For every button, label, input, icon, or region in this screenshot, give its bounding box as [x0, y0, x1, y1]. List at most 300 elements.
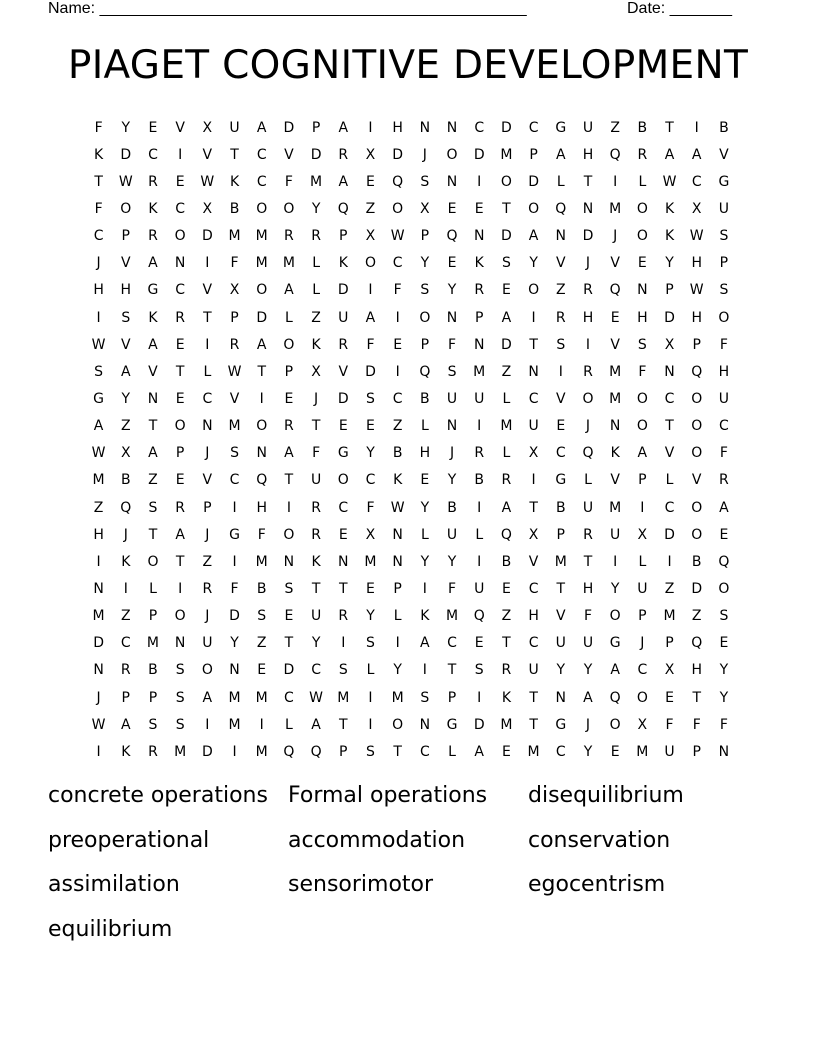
grid-letter: P	[175, 445, 185, 462]
grid-letter: Q	[392, 173, 404, 190]
grid-letter: U	[446, 390, 458, 407]
grid-letter: I	[232, 553, 237, 570]
grid-letter: E	[338, 418, 348, 435]
grid-letter: E	[148, 119, 158, 136]
grid-letter: J	[640, 635, 645, 652]
grid-letter: E	[474, 200, 484, 217]
grid-letter: A	[284, 282, 294, 299]
grid-letter: S	[175, 662, 185, 679]
grid-letter: U	[474, 390, 485, 407]
grid-letter: I	[640, 499, 645, 516]
grid-letter: V	[202, 282, 213, 299]
grid-letter: M	[174, 743, 187, 760]
grid-letter: U	[474, 580, 485, 597]
grid-letter: U	[582, 635, 594, 652]
grid-letter: G	[229, 526, 240, 543]
grid-letter: I	[259, 390, 264, 407]
grid-letter: A	[120, 716, 131, 733]
grid-letter: O	[691, 445, 703, 462]
grid-letter: K	[393, 472, 403, 489]
grid-letter: M	[228, 716, 241, 733]
grid-letter: I	[694, 119, 699, 136]
grid-letter: I	[259, 716, 264, 733]
grid-letter: B	[637, 119, 648, 136]
grid-letter: O	[718, 580, 730, 597]
grid-letter: M	[500, 418, 513, 435]
grid-letter: H	[93, 282, 104, 299]
grid-letter: T	[665, 119, 674, 136]
grid-letter: E	[366, 173, 375, 190]
grid-letter: P	[121, 689, 130, 706]
grid-letter: E	[501, 743, 511, 760]
grid-letter: V	[175, 119, 185, 136]
grid-letter: H	[718, 363, 730, 380]
grid-letter: G	[555, 472, 567, 489]
grid-letter: N	[174, 255, 186, 272]
grid-letter: L	[366, 662, 375, 679]
grid-letter: P	[692, 743, 701, 760]
grid-letter: M	[310, 173, 323, 190]
grid-letter: V	[120, 336, 131, 353]
grid-letter: W	[91, 336, 106, 353]
grid-letter: W	[390, 499, 405, 516]
grid-letter: M	[609, 363, 622, 380]
grid-letter: L	[420, 526, 429, 543]
grid-letter: F	[448, 580, 457, 597]
grid-letter: L	[312, 282, 320, 299]
grid-letter: C	[256, 173, 267, 190]
grid-letter: B	[501, 553, 512, 570]
grid-letter: P	[638, 472, 647, 489]
grid-letter: B	[120, 472, 131, 489]
grid-letter: Z	[120, 418, 131, 435]
grid-letter: K	[148, 200, 158, 217]
grid-letter: E	[393, 336, 403, 353]
grid-letter: E	[447, 200, 457, 217]
word-list	[48, 778, 768, 956]
grid-letter: M	[337, 689, 350, 706]
grid-letter: C	[311, 662, 321, 679]
grid-letter: I	[123, 580, 128, 597]
grid-letter: E	[284, 608, 294, 625]
grid-letter: U	[446, 526, 458, 543]
grid-letter: V	[610, 255, 620, 272]
grid-letter: F	[719, 716, 728, 733]
grid-letter: X	[637, 526, 648, 543]
grid-letter: I	[558, 363, 563, 380]
grid-letter: J	[205, 526, 210, 543]
grid-letter: Z	[202, 553, 213, 570]
grid-letter: P	[447, 689, 457, 706]
grid-letter: R	[555, 309, 566, 326]
grid-letter: Y	[311, 635, 321, 652]
grid-letter: Y	[420, 255, 430, 272]
grid-letter: N	[256, 445, 267, 462]
grid-letter: E	[501, 580, 511, 597]
grid-letter: F	[257, 526, 266, 543]
grid-letter: V	[202, 146, 213, 163]
grid-letter: S	[175, 716, 185, 733]
grid-letter: Z	[120, 608, 131, 625]
grid-letter: E	[284, 390, 294, 407]
grid-letter: Q	[609, 689, 621, 706]
grid-letter: D	[473, 716, 485, 733]
grid-letter: E	[447, 255, 457, 272]
word-list-item: preoperational	[48, 827, 210, 853]
grid-letter: A	[311, 716, 321, 733]
grid-letter: L	[420, 418, 429, 435]
name-field-label: Name: ________________________________________________	[48, 0, 527, 17]
grid-letter: S	[94, 363, 104, 380]
grid-letter: G	[555, 119, 567, 136]
grid-letter: T	[148, 526, 158, 543]
grid-letter: L	[448, 743, 456, 760]
grid-letter: D	[501, 336, 512, 353]
grid-letter: H	[256, 499, 267, 516]
grid-letter: M	[473, 363, 486, 380]
grid-letter: F	[719, 445, 728, 462]
grid-letter: V	[610, 472, 620, 489]
grid-letter: N	[93, 662, 104, 679]
grid-letter: P	[121, 228, 130, 245]
grid-letter: A	[284, 445, 294, 462]
grid-letter: U	[664, 743, 675, 760]
grid-letter: T	[583, 553, 593, 570]
grid-letter: P	[339, 228, 348, 245]
grid-letter: I	[531, 472, 536, 489]
grid-letter: K	[94, 146, 104, 163]
grid-letter: H	[93, 526, 104, 543]
grid-letter: T	[230, 146, 239, 163]
grid-letter: N	[446, 119, 458, 136]
grid-letter: P	[148, 608, 158, 625]
grid-letter: D	[664, 526, 675, 543]
grid-letter: S	[719, 282, 729, 299]
grid-letter: F	[366, 336, 375, 353]
grid-letter: S	[230, 445, 239, 462]
grid-letter: S	[420, 689, 430, 706]
grid-letter: R	[583, 526, 593, 543]
grid-letter: P	[393, 580, 402, 597]
grid-letter: E	[175, 173, 185, 190]
grid-letter: Q	[718, 553, 730, 570]
grid-letter: A	[610, 662, 620, 679]
grid-letter: Y	[447, 282, 457, 299]
grid-letter: P	[420, 228, 430, 245]
grid-letter: Y	[420, 553, 430, 570]
grid-letter: Q	[500, 526, 512, 543]
word-list-item: concrete operations	[48, 783, 268, 808]
grid-letter: D	[501, 228, 512, 245]
grid-letter: M	[255, 689, 268, 706]
grid-letter: A	[338, 173, 349, 190]
grid-letter: V	[284, 146, 294, 163]
grid-letter: N	[283, 553, 295, 570]
grid-letter: C	[555, 743, 566, 760]
grid-letter: T	[311, 580, 321, 597]
grid-letter: D	[582, 228, 594, 245]
grid-letter: H	[582, 580, 594, 597]
grid-letter: E	[474, 635, 484, 652]
grid-letter: O	[636, 200, 648, 217]
grid-letter: I	[422, 662, 427, 679]
grid-letter: U	[582, 499, 594, 516]
grid-letter: T	[257, 363, 266, 380]
grid-letter: X	[120, 445, 131, 462]
grid-letter: V	[555, 255, 566, 272]
grid-letter: C	[664, 499, 675, 516]
grid-letter: L	[556, 173, 565, 190]
grid-letter: G	[718, 173, 730, 190]
grid-letter: P	[420, 336, 430, 353]
grid-letter: O	[256, 282, 268, 299]
grid-letter: U	[582, 119, 594, 136]
grid-letter: J	[585, 418, 591, 435]
grid-letter: Z	[501, 608, 512, 625]
grid-letter: H	[691, 309, 702, 326]
word-list-item: equilibrium	[48, 916, 173, 942]
grid-letter: A	[148, 255, 158, 272]
grid-letter: T	[502, 200, 511, 217]
grid-letter: B	[229, 200, 240, 217]
grid-letter: M	[609, 390, 622, 407]
grid-letter: I	[531, 309, 536, 326]
grid-letter: T	[311, 418, 321, 435]
grid-letter: S	[366, 390, 375, 407]
grid-letter: F	[638, 363, 647, 380]
grid-letter: T	[339, 716, 348, 733]
grid-letter: K	[474, 255, 484, 272]
grid-letter: D	[691, 580, 703, 597]
grid-letter: L	[393, 608, 402, 625]
grid-letter: O	[364, 255, 376, 272]
grid-letter: S	[719, 608, 729, 625]
grid-letter: J	[422, 146, 427, 163]
grid-letter: T	[284, 635, 294, 652]
grid-letter: I	[477, 499, 482, 516]
grid-letter: I	[232, 499, 237, 516]
grid-letter: Q	[609, 146, 621, 163]
grid-letter: F	[230, 580, 239, 597]
grid-letter: U	[610, 526, 621, 543]
grid-letter: D	[528, 173, 539, 190]
word-search-grid	[85, 114, 738, 765]
grid-letter: Q	[283, 743, 295, 760]
grid-letter: R	[148, 743, 158, 760]
grid-letter: O	[392, 200, 404, 217]
grid-letter: N	[609, 418, 621, 435]
grid-letter: I	[368, 689, 373, 706]
grid-letter: P	[230, 309, 239, 326]
grid-letter: D	[201, 228, 213, 245]
grid-letter: V	[691, 472, 702, 489]
grid-letter: P	[556, 526, 565, 543]
grid-letter: L	[665, 472, 674, 489]
grid-letter: M	[391, 689, 404, 706]
grid-letter: O	[201, 662, 213, 679]
word-list-item: sensorimotor	[288, 872, 434, 897]
grid-letter: E	[665, 689, 674, 706]
grid-letter: I	[178, 580, 183, 597]
grid-letter: M	[500, 146, 513, 163]
grid-letter: I	[205, 336, 210, 353]
grid-letter: E	[610, 309, 620, 326]
grid-letter: F	[284, 173, 293, 190]
grid-letter: N	[664, 363, 675, 380]
grid-letter: M	[609, 499, 622, 516]
grid-letter: S	[637, 336, 647, 353]
grid-letter: I	[613, 173, 618, 190]
grid-letter: O	[283, 526, 295, 543]
grid-letter: A	[637, 445, 648, 462]
grid-letter: M	[228, 689, 241, 706]
grid-letter: J	[96, 255, 101, 272]
word-list-item: assimilation	[48, 872, 180, 897]
grid-letter: J	[123, 526, 128, 543]
grid-letter: O	[337, 472, 349, 489]
grid-letter: E	[719, 635, 729, 652]
grid-letter: A	[719, 499, 729, 516]
grid-letter: C	[175, 200, 186, 217]
grid-letter: C	[392, 255, 403, 272]
grid-letter: C	[120, 635, 131, 652]
grid-letter: Q	[555, 200, 567, 217]
grid-letter: N	[473, 228, 485, 245]
grid-letter: O	[174, 418, 186, 435]
grid-letter: K	[420, 608, 430, 625]
grid-letter: Y	[121, 119, 131, 136]
grid-letter: B	[719, 119, 729, 136]
grid-letter: T	[339, 580, 348, 597]
grid-letter: X	[229, 282, 240, 299]
grid-letter: G	[555, 716, 567, 733]
grid-letter: V	[229, 390, 240, 407]
grid-letter: T	[393, 743, 402, 760]
grid-letter: T	[583, 173, 593, 190]
grid-letter: U	[310, 472, 322, 489]
grid-letter: X	[202, 200, 213, 217]
grid-letter: H	[120, 282, 132, 299]
grid-letter: X	[365, 228, 376, 245]
grid-letter: L	[502, 445, 511, 462]
grid-letter: M	[146, 635, 160, 652]
grid-letter: Z	[256, 635, 267, 652]
grid-letter: N	[93, 580, 104, 597]
grid-letter: S	[284, 580, 294, 597]
grid-letter: P	[284, 363, 294, 380]
grid-letter: O	[419, 309, 431, 326]
grid-letter: N	[555, 689, 567, 706]
grid-letter: M	[92, 608, 105, 625]
grid-letter: K	[311, 336, 321, 353]
grid-letter: M	[255, 255, 268, 272]
grid-letter: G	[337, 445, 349, 462]
grid-letter: F	[692, 716, 701, 733]
grid-letter: R	[501, 472, 512, 489]
grid-letter: L	[285, 309, 293, 326]
grid-letter: S	[420, 173, 430, 190]
grid-letter: I	[205, 716, 210, 733]
grid-letter: S	[366, 635, 375, 652]
grid-letter: B	[474, 472, 485, 489]
grid-letter: N	[555, 228, 567, 245]
grid-letter: O	[528, 282, 540, 299]
grid-letter: P	[529, 146, 538, 163]
grid-letter: P	[148, 689, 158, 706]
grid-letter: Q	[609, 282, 621, 299]
grid-letter: O	[283, 200, 295, 217]
grid-letter: M	[228, 228, 241, 245]
grid-letter: Q	[419, 363, 431, 380]
grid-letter: D	[664, 309, 675, 326]
grid-letter: M	[500, 716, 513, 733]
grid-letter: C	[555, 445, 566, 462]
grid-letter: N	[147, 390, 159, 407]
grid-letter: U	[718, 390, 730, 407]
grid-letter: A	[175, 526, 185, 543]
word-list-item: egocentrism	[528, 872, 666, 897]
grid-letter: K	[121, 743, 131, 760]
grid-letter: C	[447, 635, 457, 652]
grid-letter: H	[419, 445, 431, 462]
grid-letter: E	[556, 418, 566, 435]
grid-letter: Z	[148, 472, 158, 489]
grid-letter: W	[689, 282, 704, 299]
grid-letter: K	[501, 689, 511, 706]
grid-letter: F	[448, 336, 457, 353]
grid-letter: M	[282, 255, 295, 272]
grid-letter: S	[556, 336, 566, 353]
grid-letter: Y	[366, 608, 375, 625]
grid-letter: A	[474, 743, 484, 760]
grid-letter: O	[636, 418, 648, 435]
grid-letter: E	[175, 472, 185, 489]
grid-letter: U	[555, 635, 566, 652]
grid-letter: F	[312, 445, 321, 462]
grid-letter: D	[283, 662, 295, 679]
grid-letter: C	[175, 282, 186, 299]
grid-letter: D	[501, 119, 512, 136]
word-list-item: conservation	[528, 827, 671, 853]
grid-letter: Y	[393, 662, 402, 679]
grid-letter: P	[474, 309, 484, 326]
grid-letter: Z	[555, 282, 566, 299]
grid-letter: E	[366, 418, 375, 435]
grid-letter: I	[205, 255, 210, 272]
grid-letter: R	[284, 418, 294, 435]
grid-letter: M	[255, 743, 268, 760]
grid-letter: Q	[691, 635, 703, 652]
grid-letter: A	[365, 309, 376, 326]
grid-letter: K	[338, 255, 348, 272]
grid-letter: C	[474, 119, 485, 136]
grid-letter: D	[337, 390, 349, 407]
grid-letter: O	[691, 390, 703, 407]
word-list-item: Formal operations	[288, 783, 488, 808]
grid-letter: F	[94, 200, 103, 217]
grid-letter: I	[395, 635, 400, 652]
grid-letter: O	[691, 499, 703, 516]
grid-letter: Z	[664, 580, 675, 597]
grid-letter: R	[501, 662, 512, 679]
grid-letter: W	[91, 716, 106, 733]
grid-letter: A	[120, 363, 131, 380]
grid-letter: V	[338, 363, 349, 380]
grid-letter: S	[175, 689, 185, 706]
grid-letter: N	[446, 309, 458, 326]
grid-letter: R	[338, 608, 349, 625]
grid-letter: M	[527, 743, 540, 760]
